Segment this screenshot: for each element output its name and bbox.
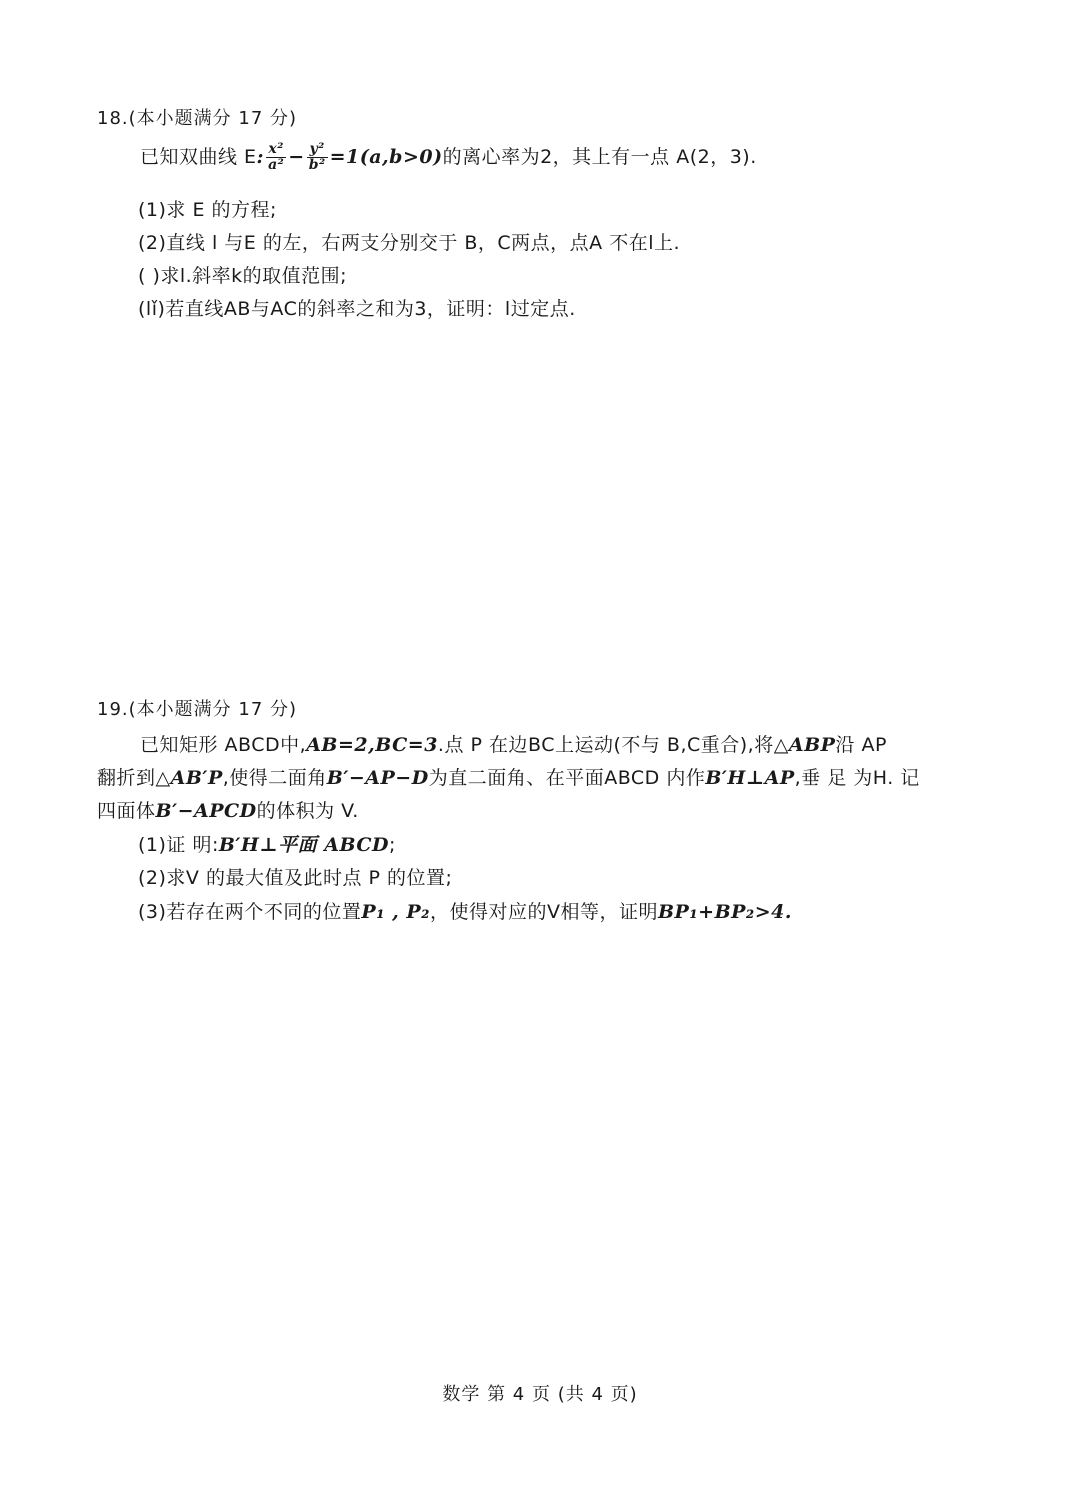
- q18-equation: =1(a,b>0): [329, 146, 443, 168]
- q18-frac-y: [307, 142, 328, 173]
- q18-intro-prefix: 已知双曲线 E: [140, 146, 257, 168]
- q18-intro: [140, 142, 757, 173]
- q19-line3-a: 四面体: [97, 800, 156, 822]
- q18-header: 18.(本小题满分 17 分): [97, 108, 298, 129]
- q18-frac-y-den: b²: [308, 157, 326, 173]
- q19-part3-math1: P₁ , P₂: [361, 901, 430, 923]
- q19-part1-b: ;: [389, 834, 396, 856]
- q18-part2: (2)直线 l 与E 的左，右两支分别交于 B，C两点，点A 不在l上.: [138, 232, 681, 254]
- q19-line3-b: 的体积为 V.: [256, 800, 359, 822]
- q18-part1: (1)求 E 的方程;: [138, 199, 277, 221]
- q19-line2-math3: B′H⊥AP: [705, 767, 795, 789]
- q19-part1-math1: B′H⊥平面 ABCD: [218, 834, 389, 856]
- q19-line2-math1: △AB′P: [155, 767, 223, 789]
- q19-part3-math2: BP₁+BP₂>4.: [657, 901, 792, 923]
- q19-line2: [97, 763, 920, 790]
- q19-line2-math2: B′−AP−D: [326, 767, 429, 789]
- q18-part2-i: ( )求l.斜率k的取值范围;: [138, 265, 348, 287]
- q19-line1: [140, 730, 887, 757]
- q19-part1-a: (1)证 明:: [138, 834, 219, 856]
- q19-header: 19.(本小题满分 17 分): [97, 699, 298, 720]
- q19-line1-math1: AB=2,BC=3: [306, 734, 438, 756]
- q19-line1-c: 沿 AP: [835, 734, 887, 756]
- q19-part2: (2)求V 的最大值及此时点 P 的位置;: [138, 867, 453, 889]
- q19-line3-math1: B′−APCD: [155, 800, 257, 822]
- q19-line1-a: 已知矩形 ABCD中,: [140, 734, 307, 756]
- q19-line3: [97, 796, 359, 823]
- q18-minus: −: [288, 146, 305, 168]
- page-footer: 数学 第 4 页 (共 4 页): [442, 1384, 638, 1405]
- q18-frac-x-num: x²: [266, 142, 286, 158]
- q18-intro-colon: :: [256, 146, 265, 168]
- q18-intro-suffix: 的离心率为2，其上有一点 A(2，3).: [442, 146, 757, 168]
- q19-line2-a: 翻折到: [97, 767, 156, 789]
- q19-line2-c: 为直二面角、在平面ABCD 内作: [428, 767, 706, 789]
- q19-line1-b: .点 P 在边BC上运动(不与 B,C重合),将: [437, 734, 774, 756]
- q19-part3-a: (3)若存在两个不同的位置: [138, 901, 362, 923]
- q18-frac-x: [266, 142, 286, 173]
- q19-line1-math2: △ABP: [773, 734, 836, 756]
- q18-frac-y-num: y²: [307, 142, 328, 158]
- q18-frac-x-den: a²: [268, 157, 285, 173]
- q19-part3: [138, 897, 792, 924]
- q19-line2-d: ,垂 足 为H. 记: [794, 767, 920, 789]
- q18-part2-ii: (lǐ)若直线AB与AC的斜率之和为3，证明：l过定点.: [138, 298, 576, 320]
- q19-part1: [138, 830, 396, 857]
- q19-line2-b: ,使得二面角: [222, 767, 327, 789]
- q19-part3-b: ，使得对应的V相等，证明: [429, 901, 658, 923]
